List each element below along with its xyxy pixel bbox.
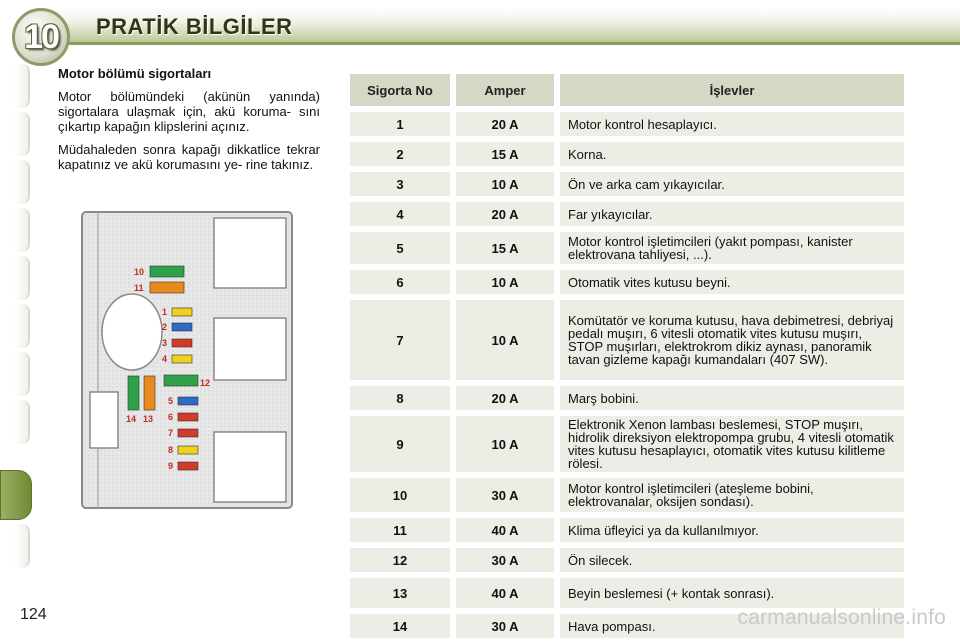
chapter-tab[interactable] — [14, 400, 30, 444]
fuse-box-diagram — [76, 206, 298, 514]
fuse-7 — [178, 429, 198, 437]
table-row — [350, 578, 904, 608]
page-title: PRATİK BİLGİLER — [96, 14, 293, 39]
fuse-6 — [178, 413, 198, 421]
fuse-amperage: 20 A — [450, 386, 554, 410]
chapter-tab-active[interactable] — [0, 470, 32, 520]
fuse-label: 14 — [126, 414, 137, 424]
fuse-label: 1 — [162, 307, 168, 317]
chapter-tab[interactable] — [14, 160, 30, 204]
fuse-1 — [172, 308, 192, 316]
table-header-row — [350, 74, 904, 106]
fuse-label: 11 — [134, 283, 144, 293]
intro-paragraph-2: Müdahaleden sonra kapağı dikkatlice tekrar kapatınız ve akü korumasını ye- rine takınız. — [58, 142, 320, 172]
fuse-function: Ön silecek. — [554, 548, 904, 572]
fuse-function: Far yıkayıcılar. — [554, 202, 904, 226]
chapter-badge — [12, 8, 70, 66]
table-row — [350, 142, 904, 166]
fuse-number: 11 — [350, 518, 450, 542]
intro-section — [58, 66, 320, 180]
fuse-number: 5 — [350, 232, 450, 264]
fuse-label: 3 — [162, 338, 168, 348]
fuse-label: 13 — [143, 414, 154, 424]
fuse-function: Ön ve arka cam yıkayıcılar. — [554, 172, 904, 196]
fuse-function: Komütatör ve koruma kutusu, hava debimetresi, debriyaj pedalı muşırı, 6 vitesli otomatik vites kutusu muşırı, STOP muşırları, elektrokrom dikiz aynası, panoramik tavan gizleme kapağı kumandaları (407 SW). — [554, 300, 904, 380]
table-row — [350, 112, 904, 136]
table-row — [350, 300, 904, 380]
page-number: 124 — [20, 606, 47, 623]
fuse-13 — [144, 376, 155, 410]
fuse-amperage: 10 A — [450, 300, 554, 380]
fuse-label: 5 — [168, 396, 174, 406]
chapter-tab[interactable] — [14, 112, 30, 156]
chapter-tab[interactable] — [14, 524, 30, 568]
chapter-tab[interactable] — [14, 304, 30, 348]
fuse-amperage: 10 A — [450, 172, 554, 196]
chapter-tabs — [0, 64, 34, 584]
fuse-label: 12 — [200, 378, 211, 388]
fuse-label: 2 — [162, 322, 168, 332]
table-row — [350, 416, 904, 472]
fuse-number: 6 — [350, 270, 450, 294]
fuse-function: Marş bobini. — [554, 386, 904, 410]
fuse-amperage: 10 A — [450, 270, 554, 294]
fuse-label: 9 — [168, 461, 174, 471]
fuse-function: Korna. — [554, 142, 904, 166]
fuse-5 — [178, 397, 198, 405]
fuse-amperage: 30 A — [450, 478, 554, 512]
fuse-number: 14 — [350, 614, 450, 638]
fuse-amperage: 30 A — [450, 614, 554, 638]
fuse-function: Motor kontrol işletimcileri (ateşleme bobini, elektrovanalar, oksijen sondası). — [554, 478, 904, 512]
fuse-function: Motor kontrol hesaplayıcı. — [554, 112, 904, 136]
fuse-8 — [178, 446, 198, 454]
fuse-number: 12 — [350, 548, 450, 572]
battery-cutout — [102, 294, 162, 370]
table-row — [350, 270, 904, 294]
page-header — [0, 0, 960, 56]
fuse-number: 7 — [350, 300, 450, 380]
fuse-number: 2 — [350, 142, 450, 166]
fuse-2 — [172, 323, 192, 331]
fuse-function: Elektronik Xenon lambası beslemesi, STOP muşırı, hidrolik direksiyon elektropompa grubu, 4 vitesli otomatik vites kutusu hesaplayıcı, otomatik vites kutusu kilitleme rölesi. — [554, 416, 904, 472]
fuse-10 — [150, 266, 184, 277]
fuse-11 — [150, 282, 184, 293]
fuse-amperage: 20 A — [450, 112, 554, 136]
fuse-number: 9 — [350, 416, 450, 472]
section-heading: Motor bölümü sigortaları — [58, 66, 212, 81]
fuse-amperage: 20 A — [450, 202, 554, 226]
header-underline — [56, 42, 960, 45]
fuse-label: 10 — [134, 267, 145, 277]
fuse-function: Beyin beslemesi (+ kontak sonrası). — [554, 578, 904, 608]
fuse-number: 1 — [350, 112, 450, 136]
watermark: carmanualsonline.info — [737, 606, 946, 629]
chapter-tab[interactable] — [14, 256, 30, 300]
connector-slot — [90, 392, 118, 448]
fuse-table — [350, 68, 904, 644]
column-header-functions: İşlevler — [554, 74, 904, 106]
fuse-function: Klima üfleyici ya da kullanılmıyor. — [554, 518, 904, 542]
fuse-12 — [164, 375, 198, 386]
fuse-amperage: 15 A — [450, 232, 554, 264]
fuse-label: 8 — [168, 445, 174, 455]
table-row — [350, 478, 904, 512]
fuse-function: Otomatik vites kutusu beyni. — [554, 270, 904, 294]
table-row — [350, 202, 904, 226]
fuse-label: 7 — [168, 428, 174, 438]
fuse-14 — [128, 376, 139, 410]
fuse-function: Hava pompası. — [554, 614, 904, 638]
fuse-amperage: 40 A — [450, 518, 554, 542]
table-row — [350, 548, 904, 572]
fuse-amperage: 30 A — [450, 548, 554, 572]
column-header-amp: Amper — [450, 74, 554, 106]
fuse-4 — [172, 355, 192, 363]
fuse-number: 4 — [350, 202, 450, 226]
chapter-number: 10 — [24, 17, 58, 56]
relay-slot — [214, 218, 286, 288]
chapter-tab[interactable] — [14, 208, 30, 252]
fuse-label: 6 — [168, 412, 174, 422]
relay-slot — [214, 432, 286, 502]
fuse-amperage: 10 A — [450, 416, 554, 472]
table-row — [350, 232, 904, 264]
fuse-number: 13 — [350, 578, 450, 608]
table-row — [350, 386, 904, 410]
fuse-function: Motor kontrol işletimcileri (yakıt pompası, kanister elektrovana tahliyesi, ...). — [554, 232, 904, 264]
fuse-amperage: 40 A — [450, 578, 554, 608]
fuse-label: 4 — [162, 354, 168, 364]
intro-paragraph-1: Motor bölümündeki (akünün yanında) sigortalara ulaşmak için, akü koruma- sını çıkartıp kapağın klipslerini açınız. — [58, 89, 320, 134]
fuse-3 — [172, 339, 192, 347]
relay-slot — [214, 318, 286, 380]
fuse-amperage: 15 A — [450, 142, 554, 166]
fuse-number: 10 — [350, 478, 450, 512]
table-row — [350, 518, 904, 542]
fuse-number: 3 — [350, 172, 450, 196]
fuse-number: 8 — [350, 386, 450, 410]
chapter-tab[interactable] — [14, 64, 30, 108]
column-header-fuse-no: Sigorta No — [350, 74, 450, 106]
table-row — [350, 172, 904, 196]
chapter-tab[interactable] — [14, 352, 30, 396]
fuse-9 — [178, 462, 198, 470]
